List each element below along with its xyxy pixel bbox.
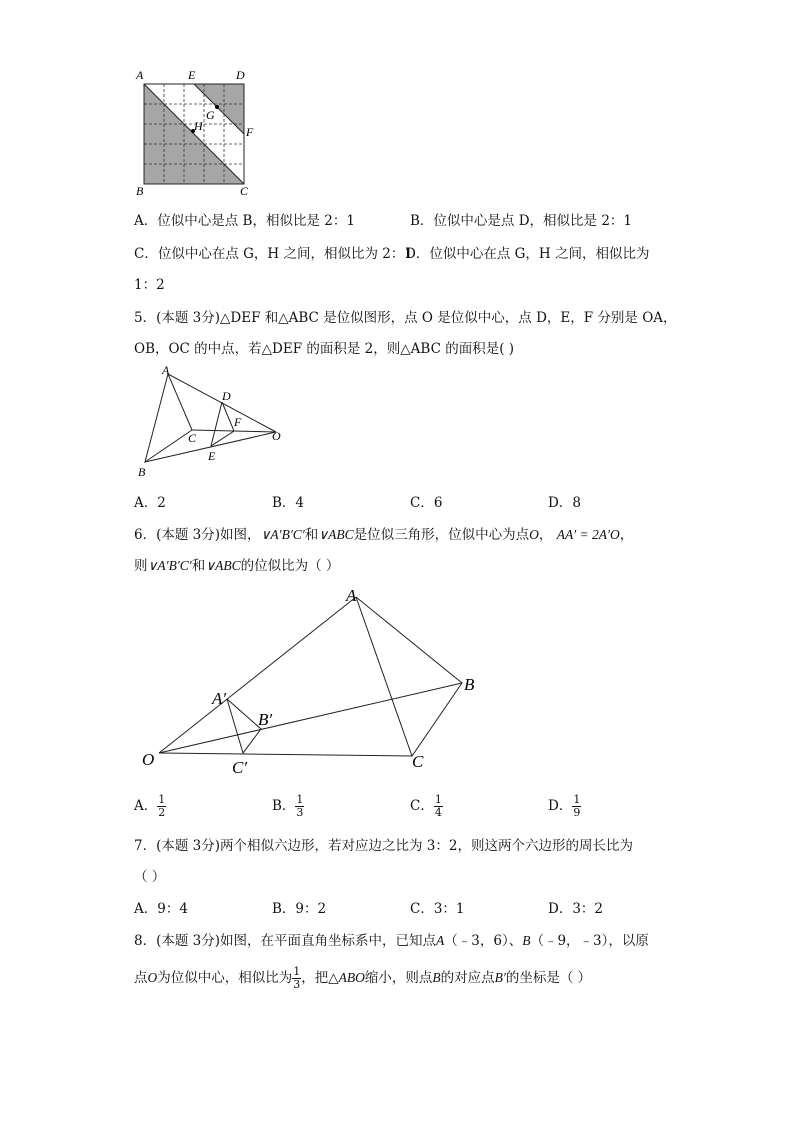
- q7-option-a: A．9：4: [134, 901, 188, 917]
- q6-option-c: C． $\frac{1}{4}$: [410, 793, 442, 819]
- label-d: D: [222, 389, 231, 403]
- label-b: B: [464, 675, 475, 694]
- q8-stem-line1: 8．(本题 3分)如图，在平面直角坐标系中，已知点A（﹣3，6）、B（﹣9，﹣3），以原: [134, 933, 649, 949]
- label-c: C: [240, 184, 249, 198]
- label-c: C: [188, 431, 197, 445]
- label-e: E: [188, 68, 196, 82]
- q6-stem-line1: 6．(本题 3分)如图，∨A′B′C′和∨ABC是位似三角形，位似中心为点O， AA′ = 2A′O，: [134, 527, 634, 543]
- label-b: B: [136, 184, 144, 198]
- label-f: F: [234, 415, 242, 429]
- q4-option-a: A．位似中心是点 B，相似比是 2：1: [134, 213, 355, 229]
- q5-option-c: C．6: [410, 495, 443, 511]
- label-b: B: [138, 465, 146, 479]
- q6-stem-line2: 则∨A′B′C′和∨ABC的位似比为（ ）: [134, 558, 340, 574]
- label-d: D: [236, 68, 245, 82]
- q7-option-b: B．9：2: [272, 901, 327, 917]
- q7-stem-line1: 7．(本题 3分)两个相似六边形，若对应边之比为 3：2，则这两个六边形的周长比为: [134, 838, 633, 854]
- label-o: O: [142, 750, 155, 769]
- label-a: A: [162, 363, 170, 377]
- label-a: A: [136, 68, 144, 82]
- q6-figure: [140, 584, 490, 774]
- q4-option-c: C．位似中心在点 G，H 之间，相似比为 2：1: [134, 246, 413, 262]
- label-h: H: [194, 119, 203, 133]
- q5-option-a: A．2: [134, 495, 166, 511]
- q7-option-d: D．3：2: [548, 901, 604, 917]
- q5-option-b: B．4: [272, 495, 305, 511]
- q4-option-d: D．位似中心在点 G，H 之间，相似比为: [405, 246, 650, 262]
- q8-stem-line2: 点O为位似中心，相似比为 $\frac{1}{3}$ ，把△ABO缩小，则点B的对应点B′的坐标是（ ）: [134, 965, 592, 991]
- q6-option-a: A． $\frac{1}{2}$: [134, 793, 166, 819]
- label-a-prime: A′: [212, 689, 227, 708]
- label-g: G: [206, 108, 215, 122]
- q4-grid-figure: [130, 64, 260, 199]
- label-a: A: [346, 586, 357, 605]
- label-c-prime: C′: [232, 758, 248, 774]
- label-b-prime: B′: [258, 710, 273, 729]
- q5-stem-line1: 5．(本题 3分)△DEF 和△ABC 是位似图形，点 O 是位似中心，点 D，E，F 分别是 OA，: [134, 310, 677, 326]
- q4-option-b: B．位似中心是点 D，相似比是 2：1: [410, 213, 633, 229]
- q7-option-c: C．3：1: [410, 901, 465, 917]
- q6-option-b: B． $\frac{1}{3}$: [272, 793, 304, 819]
- label-c: C: [412, 752, 424, 771]
- q5-figure: [130, 362, 295, 482]
- q6-option-d: D． $\frac{1}{9}$: [548, 793, 581, 819]
- q5-stem-line2: OB，OC 的中点，若△DEF 的面积是 2，则△ABC 的面积是( ): [134, 341, 515, 357]
- label-f: F: [246, 125, 254, 139]
- label-e: E: [208, 449, 216, 463]
- q4-option-d-cont: 1：2: [134, 277, 165, 293]
- label-o: O: [272, 429, 281, 443]
- q5-option-d: D．8: [548, 495, 581, 511]
- q7-stem-line2: （ ）: [134, 869, 166, 885]
